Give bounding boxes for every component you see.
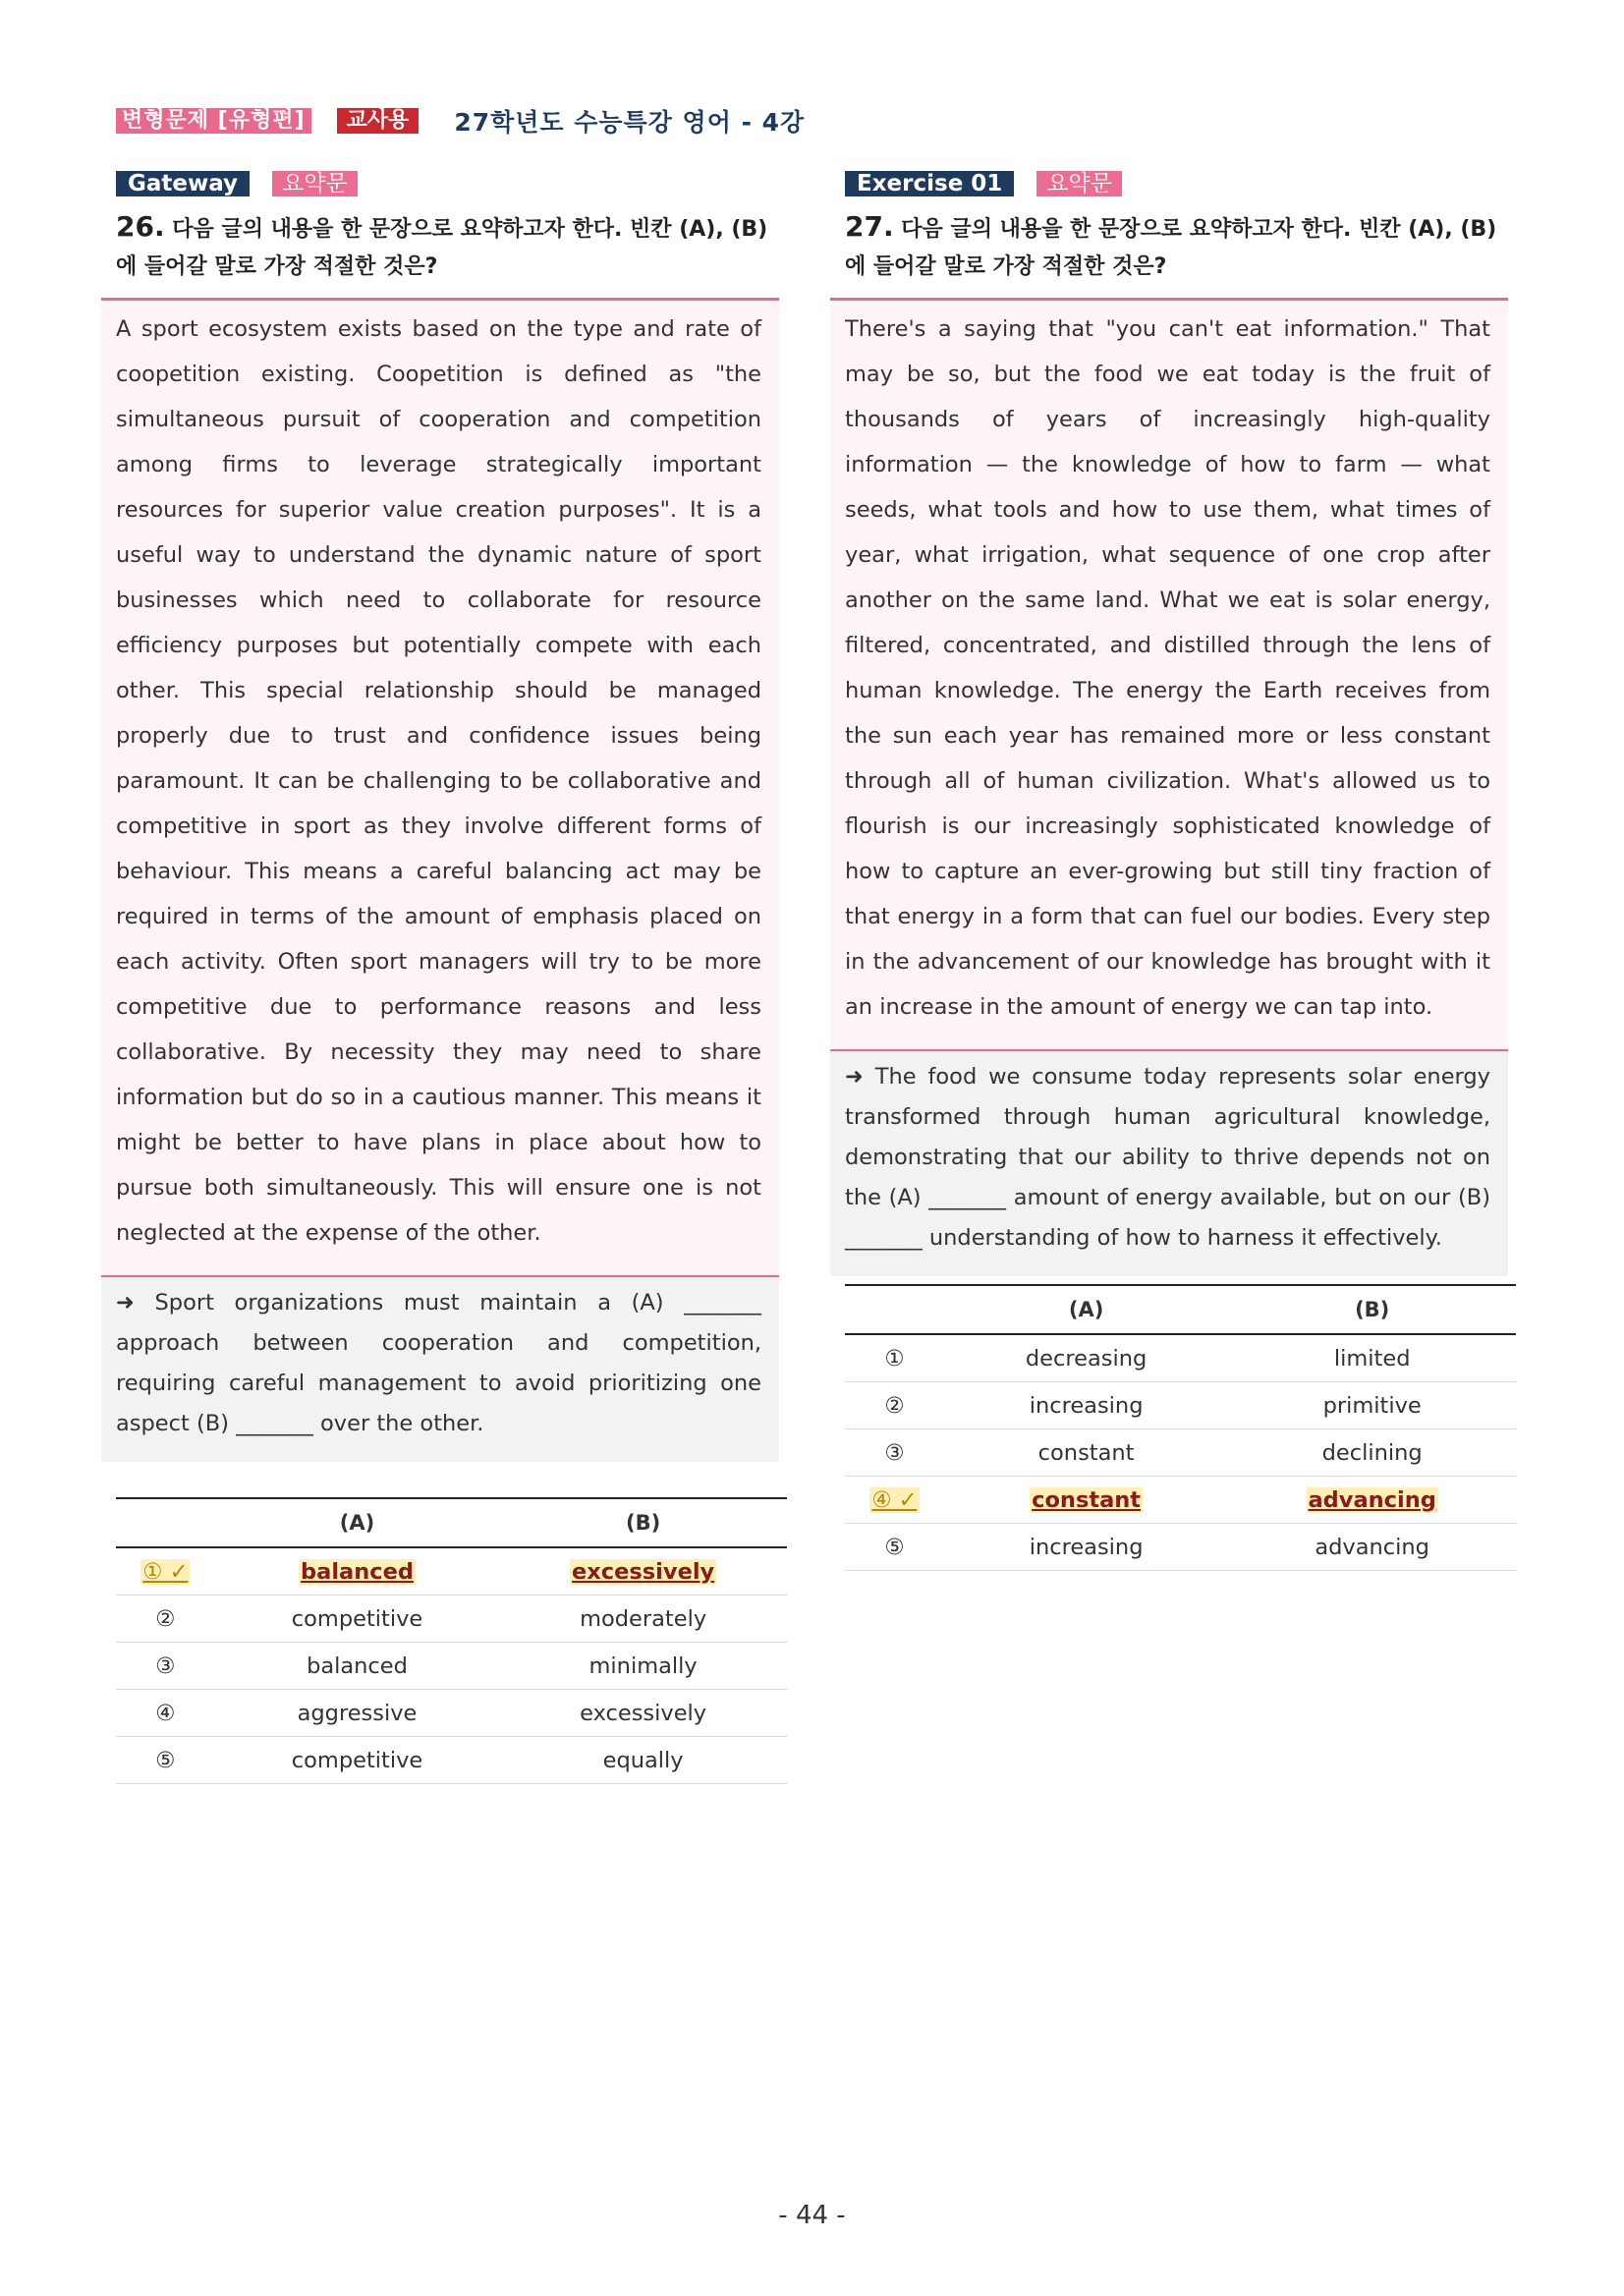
choice-number: ④ ✓ xyxy=(871,1486,918,1513)
choice-b-cell xyxy=(1228,1477,1516,1524)
choice-b-cell xyxy=(1228,1382,1516,1429)
page-header xyxy=(116,104,805,138)
right-section-tag: Exercise 01 xyxy=(845,171,1014,196)
choice-row[interactable] xyxy=(116,1596,787,1643)
choice-a: competitive xyxy=(291,1605,423,1632)
right-question-text: 다음 글의 내용을 한 문장으로 요약하고자 한다. 빈칸 (A), (B)에 들어갈 말로 가장 적절한 것은? xyxy=(845,217,1497,279)
right-column xyxy=(830,169,1508,1571)
choice-b-cell xyxy=(499,1596,787,1643)
header-type-tag: 변형문제 [유형편] xyxy=(116,108,311,134)
choice-a-cell xyxy=(944,1382,1229,1429)
choice-b: advancing xyxy=(1315,1534,1429,1560)
choice-number: ⑤ xyxy=(155,1747,176,1773)
header-title: 27학년도 수능특강 영어 - 4강 xyxy=(454,108,806,137)
left-choices-header xyxy=(116,1498,787,1547)
choice-row[interactable] xyxy=(116,1547,787,1596)
choice-b: primitive xyxy=(1322,1392,1422,1419)
choice-b: equally xyxy=(602,1747,684,1773)
choice-row[interactable] xyxy=(845,1334,1516,1382)
left-passage: A sport ecosystem exists based on the type and rate of coopetition existing. Coopetition is defined as "the simultaneous pursuit of cooperation and competition among firms to leverage strategically important resources for superior value creation purposes". It is a useful way to understand the dynamic nature of sport businesses which need to collaborate for resource efficiency purposes but potentially compete with each other. This special relationship should be managed properly due to trust and confidence issues being paramount. It can be challenging to be collaborative and competitive in sport as they involve different forms of behaviour. This means a careful balancing act may be required in terms of the amount of emphasis placed on each activity. Often sport managers will try to be more competitive due to performance reasons and less collaborative. By necessity they may need to share information but do so in a cautious manner. This means it might be better to have plans in place about how to pursue both simultaneously. This will ensure one is not neglected at the expense of the other. xyxy=(101,301,779,1277)
left-choices-body xyxy=(116,1547,787,1784)
choice-a: constant xyxy=(1037,1439,1135,1466)
left-question-number: 26. xyxy=(116,210,165,243)
choice-b: minimally xyxy=(588,1652,698,1679)
choice-a-cell xyxy=(215,1547,500,1596)
choice-a-header: (A) xyxy=(215,1498,500,1547)
choice-a-cell xyxy=(215,1596,500,1643)
choice-num-header xyxy=(845,1285,944,1334)
choice-number-cell xyxy=(845,1334,944,1382)
choice-row[interactable] xyxy=(845,1477,1516,1524)
right-passage: There's a saying that "you can't eat information." That may be so, but the food we eat today is the fruit of thousands of years of increasingly high-quality information — the knowledge of how to farm — what seeds, what tools and how to use them, what times of year, what irrigation, what sequence of one crop after another on the same land. What we eat is solar energy, filtered, concentrated, and distilled through the lens of human knowledge. The energy the Earth receives from the sun each year has remained more or less constant through all of human civilization. What's allowed us to flourish is our increasingly sophisticated knowledge of how to capture an ever-growing but still tiny fraction of that energy in a form that can fuel our bodies. Every step in the advancement of our knowledge has brought with it an increase in the amount of energy we can tap into. xyxy=(830,301,1508,1051)
choice-a: increasing xyxy=(1029,1534,1144,1560)
choice-number-cell xyxy=(845,1429,944,1477)
choice-a: decreasing xyxy=(1025,1345,1148,1372)
right-type-tag: 요약문 xyxy=(1036,171,1122,196)
choice-a: aggressive xyxy=(297,1700,418,1726)
choice-a-cell xyxy=(944,1524,1229,1571)
choice-a: increasing xyxy=(1029,1392,1144,1419)
choice-a-cell xyxy=(944,1429,1229,1477)
choice-row[interactable] xyxy=(116,1690,787,1737)
choice-b-cell xyxy=(499,1643,787,1690)
choice-a: constant xyxy=(1032,1486,1142,1513)
choice-b: advancing xyxy=(1308,1486,1436,1513)
choice-number-cell xyxy=(116,1596,215,1643)
choice-number-cell xyxy=(116,1547,215,1596)
right-question-number: 27. xyxy=(845,210,894,243)
choice-row[interactable] xyxy=(845,1382,1516,1429)
right-choices-body xyxy=(845,1334,1516,1571)
choice-a-cell xyxy=(215,1690,500,1737)
choice-a: balanced xyxy=(307,1652,408,1679)
choice-num-header xyxy=(116,1498,215,1547)
choice-b-cell xyxy=(1228,1429,1516,1477)
choice-number: ④ xyxy=(155,1700,176,1726)
choice-number-cell xyxy=(116,1690,215,1737)
left-summary: ➜ Sport organizations must maintain a (A) _______ approach between cooperation and competition, requiring careful management to avoid prioritizing one aspect (B) _______ over the other. xyxy=(101,1277,779,1462)
left-tags xyxy=(116,169,779,198)
choice-row[interactable] xyxy=(845,1429,1516,1477)
choice-number-cell xyxy=(845,1477,944,1524)
choice-b-cell xyxy=(499,1737,787,1784)
left-choices-table xyxy=(116,1497,787,1784)
header-teacher-tag: 교사용 xyxy=(337,108,420,134)
choice-row[interactable] xyxy=(116,1737,787,1784)
choice-b: declining xyxy=(1321,1439,1423,1466)
choice-number-cell xyxy=(116,1643,215,1690)
right-tags xyxy=(845,169,1508,198)
choice-number: ② xyxy=(155,1605,176,1632)
right-summary: ➜ The food we consume today represents solar energy transformed through human agricultural knowledge, demonstrating that our ability to thrive depends not on the (A) _______ amount of energy available, but on our (B) _______ understanding of how to harness it effectively. xyxy=(830,1051,1508,1276)
page-number: - 44 - xyxy=(778,2201,846,2230)
choice-number-cell xyxy=(116,1737,215,1784)
left-column xyxy=(101,169,779,1784)
choice-b-cell xyxy=(1228,1524,1516,1571)
choice-b-cell xyxy=(1228,1334,1516,1382)
right-choices-table xyxy=(845,1284,1516,1571)
choice-a: competitive xyxy=(291,1747,423,1773)
choice-b-header: (B) xyxy=(499,1498,787,1547)
choice-number: ③ xyxy=(155,1652,176,1679)
choice-number: ⑤ xyxy=(884,1534,905,1560)
choice-a-cell xyxy=(215,1643,500,1690)
choice-number-cell xyxy=(845,1382,944,1429)
choice-b: limited xyxy=(1333,1345,1411,1372)
choice-number: ③ xyxy=(884,1439,905,1466)
choice-b-cell xyxy=(499,1547,787,1596)
choice-b-header: (B) xyxy=(1228,1285,1516,1334)
choice-b-cell xyxy=(499,1690,787,1737)
left-section-tag: Gateway xyxy=(116,171,250,196)
choice-a-cell xyxy=(944,1477,1229,1524)
choice-b: excessively xyxy=(580,1700,707,1726)
choice-b: moderately xyxy=(580,1605,707,1632)
choice-number-cell xyxy=(845,1524,944,1571)
choice-row[interactable] xyxy=(116,1643,787,1690)
left-type-tag: 요약문 xyxy=(272,171,358,196)
choice-row[interactable] xyxy=(845,1524,1516,1571)
choice-number: ① xyxy=(884,1345,905,1372)
choice-number: ① ✓ xyxy=(142,1558,189,1585)
choice-number: ② xyxy=(884,1392,905,1419)
left-question-text: 다음 글의 내용을 한 문장으로 요약하고자 한다. 빈칸 (A), (B)에 들어갈 말로 가장 적절한 것은? xyxy=(116,217,768,279)
choice-a: balanced xyxy=(301,1558,414,1585)
right-choices-header xyxy=(845,1285,1516,1334)
choice-a-header: (A) xyxy=(944,1285,1229,1334)
left-question xyxy=(116,208,779,286)
choice-a-cell xyxy=(215,1737,500,1784)
choice-a-cell xyxy=(944,1334,1229,1382)
choice-b: excessively xyxy=(572,1558,715,1585)
right-question xyxy=(845,208,1508,286)
